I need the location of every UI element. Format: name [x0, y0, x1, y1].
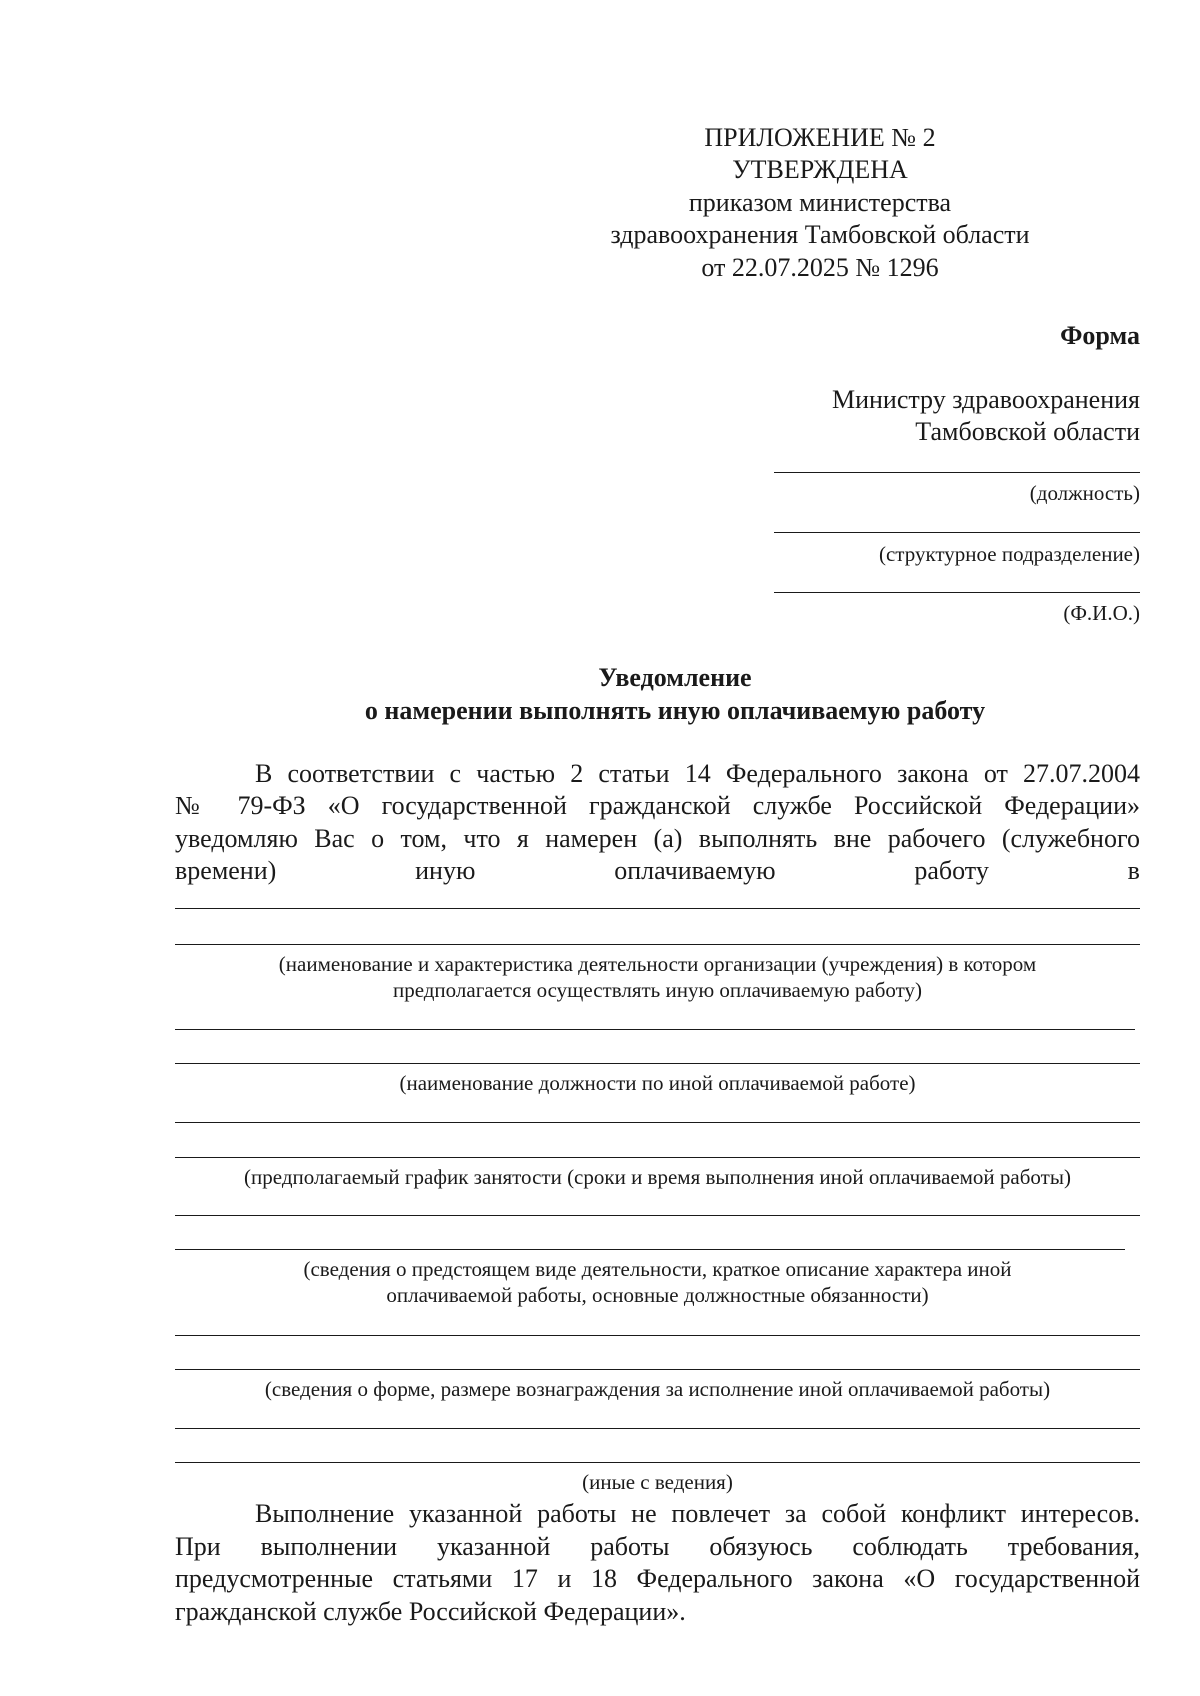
intro-line-4 — [175, 855, 1140, 887]
intro-word: иную — [415, 856, 476, 885]
ministry-name: здравоохранения Тамбовской области — [610, 220, 1030, 249]
organization-caption-line-2: предполагается осуществлять иную оплачиваемую работу) — [392, 978, 923, 1002]
intro-line-2: № 79-ФЗ «О государственной гражданской службе Российской Федерации» — [175, 791, 1140, 820]
closing-word: указанной — [436, 1532, 551, 1561]
closing-line-2 — [175, 1531, 1140, 1563]
intro-line-3: уведомляю Вас о том, что я намерен (а) выполнять вне рабочего (служебного — [175, 824, 1140, 853]
intro-word: оплачиваемую — [614, 856, 776, 885]
other-caption: (иные с ведения) — [582, 1470, 733, 1494]
approved-label: УТВЕРЖДЕНА — [732, 155, 908, 184]
fio-blank-line[interactable] — [774, 592, 1140, 593]
activity-caption-line-2: оплачиваемой работы, основные должностные обязанности) — [386, 1283, 929, 1307]
form-label: Форма — [1060, 321, 1140, 350]
closing-line-3: предусмотренные статьями 17 и 18 Федерального закона «О государственной — [175, 1564, 1140, 1593]
schedule-caption: (предполагаемый график занятости (сроки и время выполнения иной оплачиваемой работы) — [244, 1165, 1071, 1189]
closing-line-1: Выполнение указанной работы не повлечет за собой конфликт интересов. — [255, 1499, 1140, 1528]
position-work-blank-line-2[interactable] — [175, 1063, 1140, 1064]
schedule-blank-line-2[interactable] — [175, 1157, 1140, 1158]
intro-line-1: В соответствии с частью 2 статьи 14 Федерального закона от 27.07.2004 — [255, 759, 1140, 788]
appendix-number: ПРИЛОЖЕНИЕ № 2 — [704, 123, 936, 152]
division-blank-line[interactable] — [774, 532, 1140, 533]
intro-word: в — [1127, 856, 1140, 885]
organization-caption-line-1: (наименование и характеристика деятельности организации (учреждения) в котором — [278, 952, 1037, 976]
closing-word: соблюдать — [852, 1532, 968, 1561]
division-caption: (структурное подразделение) — [878, 542, 1140, 566]
order-date: от 22.07.2025 № 1296 — [701, 253, 939, 282]
document-subtitle: о намерении выполнять иную оплачиваемую работу — [364, 696, 986, 725]
document-title: Уведомление — [598, 663, 752, 692]
activity-blank-line-2[interactable] — [175, 1249, 1125, 1250]
remuneration-blank-line-2[interactable] — [175, 1369, 1140, 1370]
position-work-blank-line-1[interactable] — [175, 1029, 1135, 1030]
closing-word: требования, — [1007, 1532, 1140, 1561]
addressee-line-1: Министру здравоохранения — [831, 385, 1140, 414]
position-blank-line[interactable] — [774, 472, 1140, 473]
organization-blank-line-1[interactable] — [175, 908, 1140, 909]
order-by-label: приказом министерства — [688, 188, 952, 217]
closing-line-4: гражданской службе Российской Федерации». — [175, 1597, 686, 1626]
remuneration-caption: (сведения о форме, размере вознаграждения за исполнение иной оплачиваемой работы) — [264, 1377, 1051, 1401]
organization-blank-line-2[interactable] — [175, 944, 1140, 945]
other-blank-line-1[interactable] — [175, 1428, 1140, 1429]
closing-word: обязуюсь — [709, 1532, 813, 1561]
position-caption: (должность) — [1029, 481, 1140, 505]
position-work-caption: (наименование должности по иной оплачиваемой работе) — [399, 1071, 916, 1095]
closing-word: При — [175, 1532, 221, 1561]
activity-blank-line-1[interactable] — [175, 1215, 1140, 1216]
addressee-line-2: Тамбовской области — [915, 417, 1140, 446]
intro-word: времени) — [175, 856, 277, 885]
other-blank-line-2[interactable] — [175, 1462, 1140, 1463]
intro-word: работу — [914, 856, 989, 885]
closing-word: работы — [590, 1532, 670, 1561]
schedule-blank-line-1[interactable] — [175, 1122, 1140, 1123]
fio-caption: (Ф.И.О.) — [1063, 601, 1140, 625]
remuneration-blank-line-1[interactable] — [175, 1335, 1140, 1336]
closing-word: выполнении — [260, 1532, 398, 1561]
activity-caption-line-1: (сведения о предстоящем виде деятельности, краткое описание характера иной — [303, 1257, 1012, 1281]
